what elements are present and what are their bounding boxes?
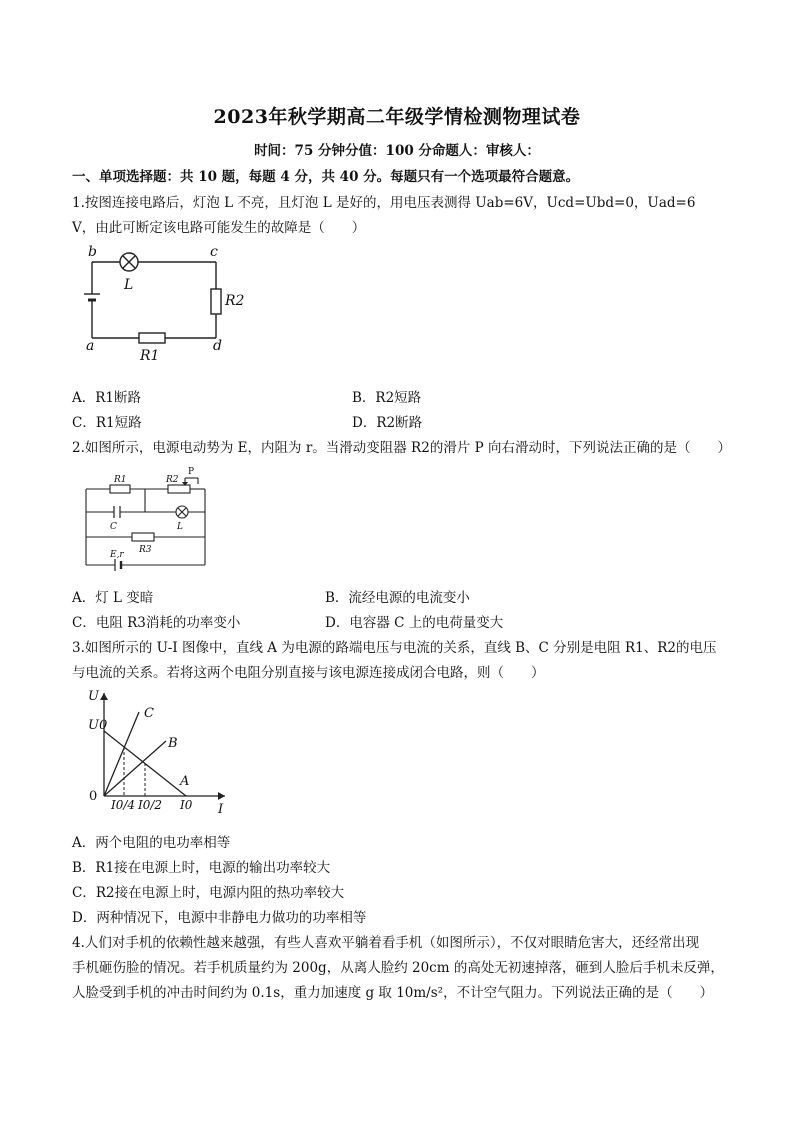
q1-option-b[interactable]: B．R2短路 <box>352 390 422 406</box>
q1-stem-line1: 1.按图连接电路后，灯泡 L 不亮，且灯泡 L 是好的，用电压表测得 Uab=6V，Ucd=Ubd=0，Uad=6 <box>72 195 696 211</box>
q3-option-d[interactable]: D．两种情况下，电源中非静电力做功的功率相等 <box>72 910 367 926</box>
q2-option-d[interactable]: D．电容器 C 上的电荷量变大 <box>325 615 504 631</box>
section-heading: 一、单项选择题：共 10 题，每题 4 分，共 40 分。每题只有一个选项最符合题意。 <box>72 169 580 185</box>
q4-stem-line3: 人脸受到手机的冲击时间约为 0.1s，重力加速度 g 取 10m/s²，不计空气阻力。下列说法正确的是（ ） <box>72 985 714 1001</box>
q2-option-b[interactable]: B．流经电源的电流变小 <box>325 590 470 606</box>
q3-label-u0: U0 <box>88 718 108 733</box>
q1-label-r1: R1 <box>140 348 160 364</box>
q2-option-a[interactable]: A．灯 L 变暗 <box>72 590 154 606</box>
q3-stem-line1: 3.如图所示的 U-I 图像中，直线 A 为电源的路端电压与电流的关系，直线 B、C 分别是电阻 R1、R2的电压 <box>72 640 717 656</box>
q3-option-a[interactable]: A．两个电阻的电功率相等 <box>72 835 231 851</box>
q3-label-i0-4: I0/4 <box>111 798 136 812</box>
q1-label-d: d <box>213 338 222 354</box>
q3-stem-line2: 与电流的关系。若将这两个电阻分别直接与该电源连接成闭合电路，则（ ） <box>72 665 545 681</box>
q4-stem-line2: 手机砸伤脸的情况。若手机质量约为 200g，从离人脸约 20cm 的高处无初速掉落，砸到人脸后手机未反弹， <box>72 960 724 976</box>
q1-option-c[interactable]: C．R1短路 <box>72 415 142 431</box>
q2-label-l: L <box>177 522 183 532</box>
q2-label-r3: R3 <box>139 545 152 555</box>
q3-label-u: U <box>88 689 99 704</box>
q2-label-r2: R2 <box>166 475 179 485</box>
q1-stem-line2: V，由此可断定该电路可能发生的故障是（ ） <box>72 220 366 236</box>
q2-label-r1: R1 <box>114 475 127 485</box>
q2-label-p: P <box>188 467 195 477</box>
exam-info: 时间：75 分钟分值：100 分命题人：审核人： <box>254 143 540 159</box>
q1-label-b: b <box>88 244 97 260</box>
q2-label-er: E,r <box>110 550 124 560</box>
page-title: 2023年秋学期高二年级学情检测物理试卷 <box>213 106 581 128</box>
q3-label-a: A <box>180 774 190 789</box>
q2-label-c: C <box>110 522 117 532</box>
q2-stem: 2.如图所示，电源电动势为 E，内阻为 r。当滑动变阻器 R2的滑片 P 向右滑动时，下列说法正确的是（ ） <box>72 440 731 456</box>
q1-option-d[interactable]: D．R2断路 <box>352 415 423 431</box>
q3-option-c[interactable]: C．R2接在电源上时，电源内阻的热功率较大 <box>72 885 345 901</box>
q1-label-c: c <box>210 244 218 260</box>
q3-label-i0: I0 <box>180 798 193 812</box>
q3-label-i0-2: I0/2 <box>138 798 163 812</box>
q3-label-i: I <box>218 802 224 817</box>
q4-stem-line1: 4.人们对手机的依赖性越来越强，有些人喜欢平躺着看手机（如图所示），不仅对眼睛危害大，还经常出现 <box>72 935 700 951</box>
q2-option-c[interactable]: C．电阻 R3消耗的功率变小 <box>72 615 241 631</box>
q3-label-b: B <box>168 736 178 751</box>
q1-label-a: a <box>86 338 95 354</box>
q3-label-origin: 0 <box>89 789 98 804</box>
q1-label-lamp: L <box>124 277 134 293</box>
q3-label-c: C <box>144 706 154 721</box>
q1-option-a[interactable]: A．R1断路 <box>72 390 142 406</box>
q1-label-r2: R2 <box>225 293 245 309</box>
q3-line-b <box>104 741 166 796</box>
q3-option-b[interactable]: B．R1接在电源上时，电源的输出功率较大 <box>72 860 331 876</box>
